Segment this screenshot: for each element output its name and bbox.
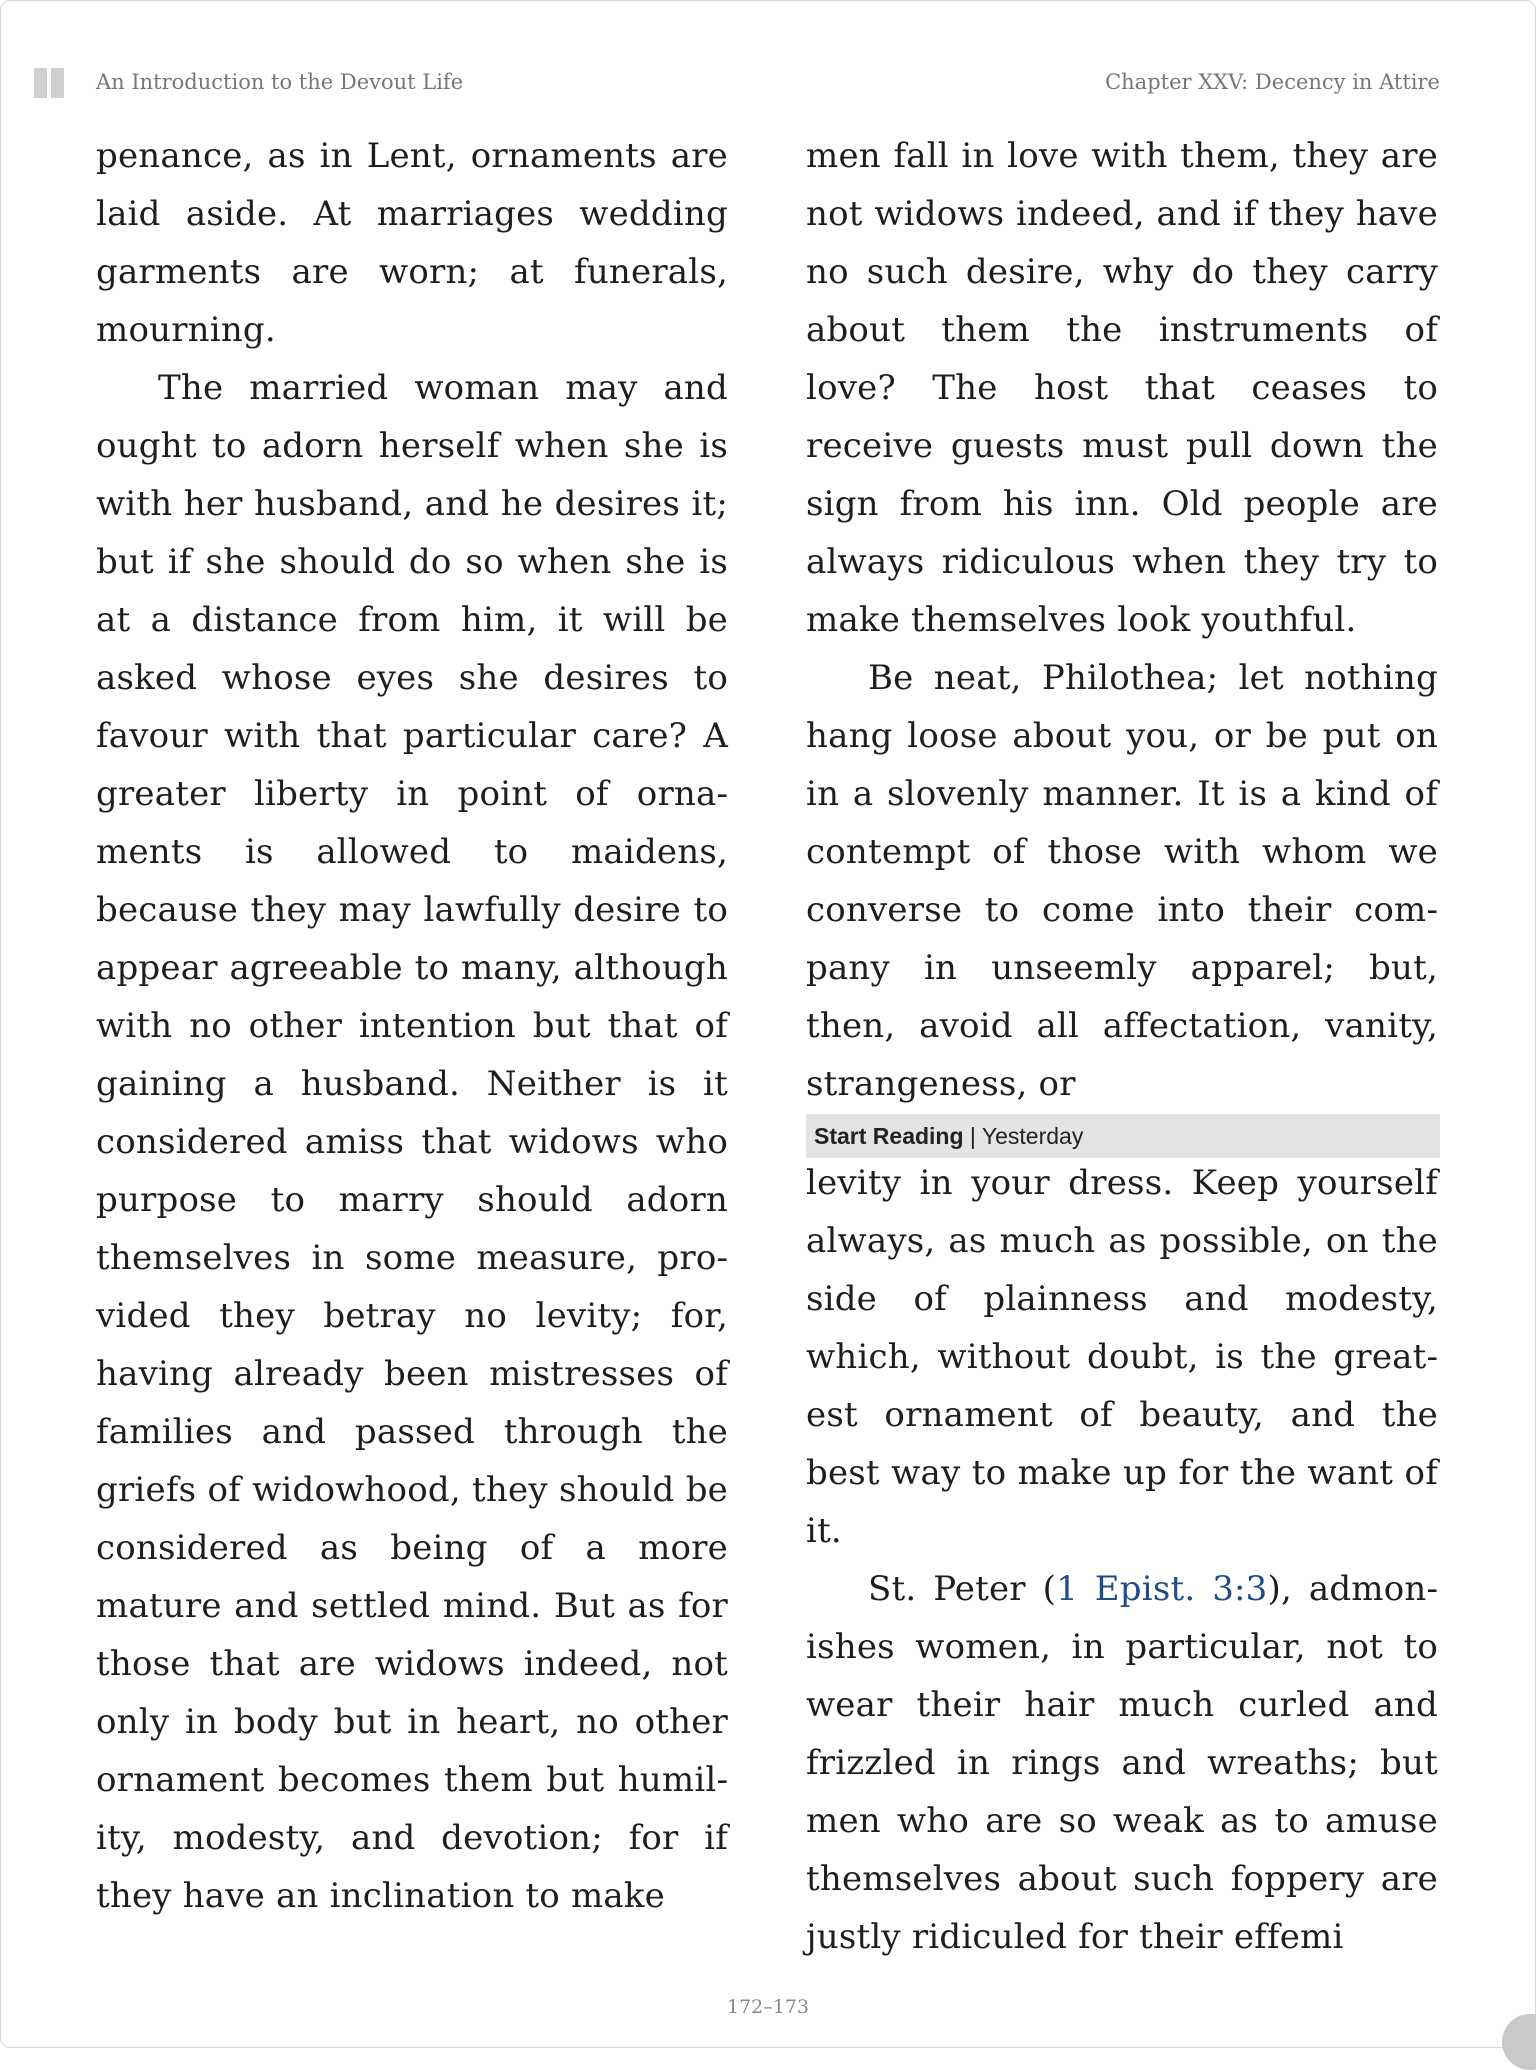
right-page-text-bottom (806, 1154, 1438, 1966)
paragraph: levity in your dress. Keep yourself always, as much as possible, on the side of plainness and modesty, which, without doubt, is the greatest ornament of beauty, and the best way to make up for the want of it. (806, 1163, 1438, 1551)
paragraph: The married woman may and ought to adorn herself when she is with her husband, and he desires it; but if she should do so when she is at a distance from him, it will be asked whose eyes she desires to favour with that particular care? A greater liberty in point of ornaments is allowed to maidens, because they may lawfully desire to appear agreeable to many, although with no other intention but that of gaining a husband. Neither is it considered amiss that widows who purpose to marry should adorn themselves in some measure, provided they betray no levity; for, having already been mistresses of families and passed through the griefs of widowhood, they should be considered as being of a more mature and settled mind. But as for those that are widows indeed, not only in body but in heart, no other ornament becomes them but humility, modesty, and devotion; for if they have an inclination to make (96, 368, 728, 1916)
table-of-contents-icon[interactable] (34, 68, 66, 98)
bookmark-note[interactable] (806, 1114, 1440, 1158)
scripture-reference-link[interactable]: 1 Epist. 3:3 (1056, 1569, 1268, 1609)
book-title: An Introduction to the Devout Life (96, 70, 464, 94)
chapter-title: Chapter XXV: Decency in Attire (1105, 70, 1440, 94)
left-page-text (96, 127, 728, 1925)
paragraph-text: St. Peter ( (868, 1569, 1057, 1609)
reader-header (0, 66, 1536, 102)
paragraph: penance, as in Lent, ornaments are laid aside. At marriages wedding garments are worn; at funerals, mourning. (96, 136, 728, 350)
bookmark-date: Yesterday (981, 1123, 1084, 1149)
paragraph-text: ), admonishes women, in particular, not to wear their hair much curled and frizzled in rings and wreaths; but men who are so weak as to amuse themselves about such foppery are justly ridiculed for their effemi (806, 1569, 1438, 1957)
paragraph: Be neat, Philothea; let nothing hang loose about you, or be put on in a slovenly manner. It is a kind of contempt of those with whom we converse to come into their company in unseemly apparel; but, then, avoid all affectation, vanity, strangeness, or (806, 658, 1438, 1104)
paragraph: men fall in love with them, they are not widows indeed, and if they have no such desire, why do they carry about them the instruments of love? The host that ceases to receive guests must pull down the sign from his inn. Old people are always ridiculous when they try to make themselves look youthful. (806, 136, 1438, 640)
bookmark-label: Start Reading (814, 1123, 964, 1149)
page-numbers: 172–173 (726, 1996, 810, 2018)
right-page-text-top (806, 127, 1438, 1113)
paragraph (806, 1560, 1438, 1966)
bookmark-separator: | (963, 1123, 982, 1149)
